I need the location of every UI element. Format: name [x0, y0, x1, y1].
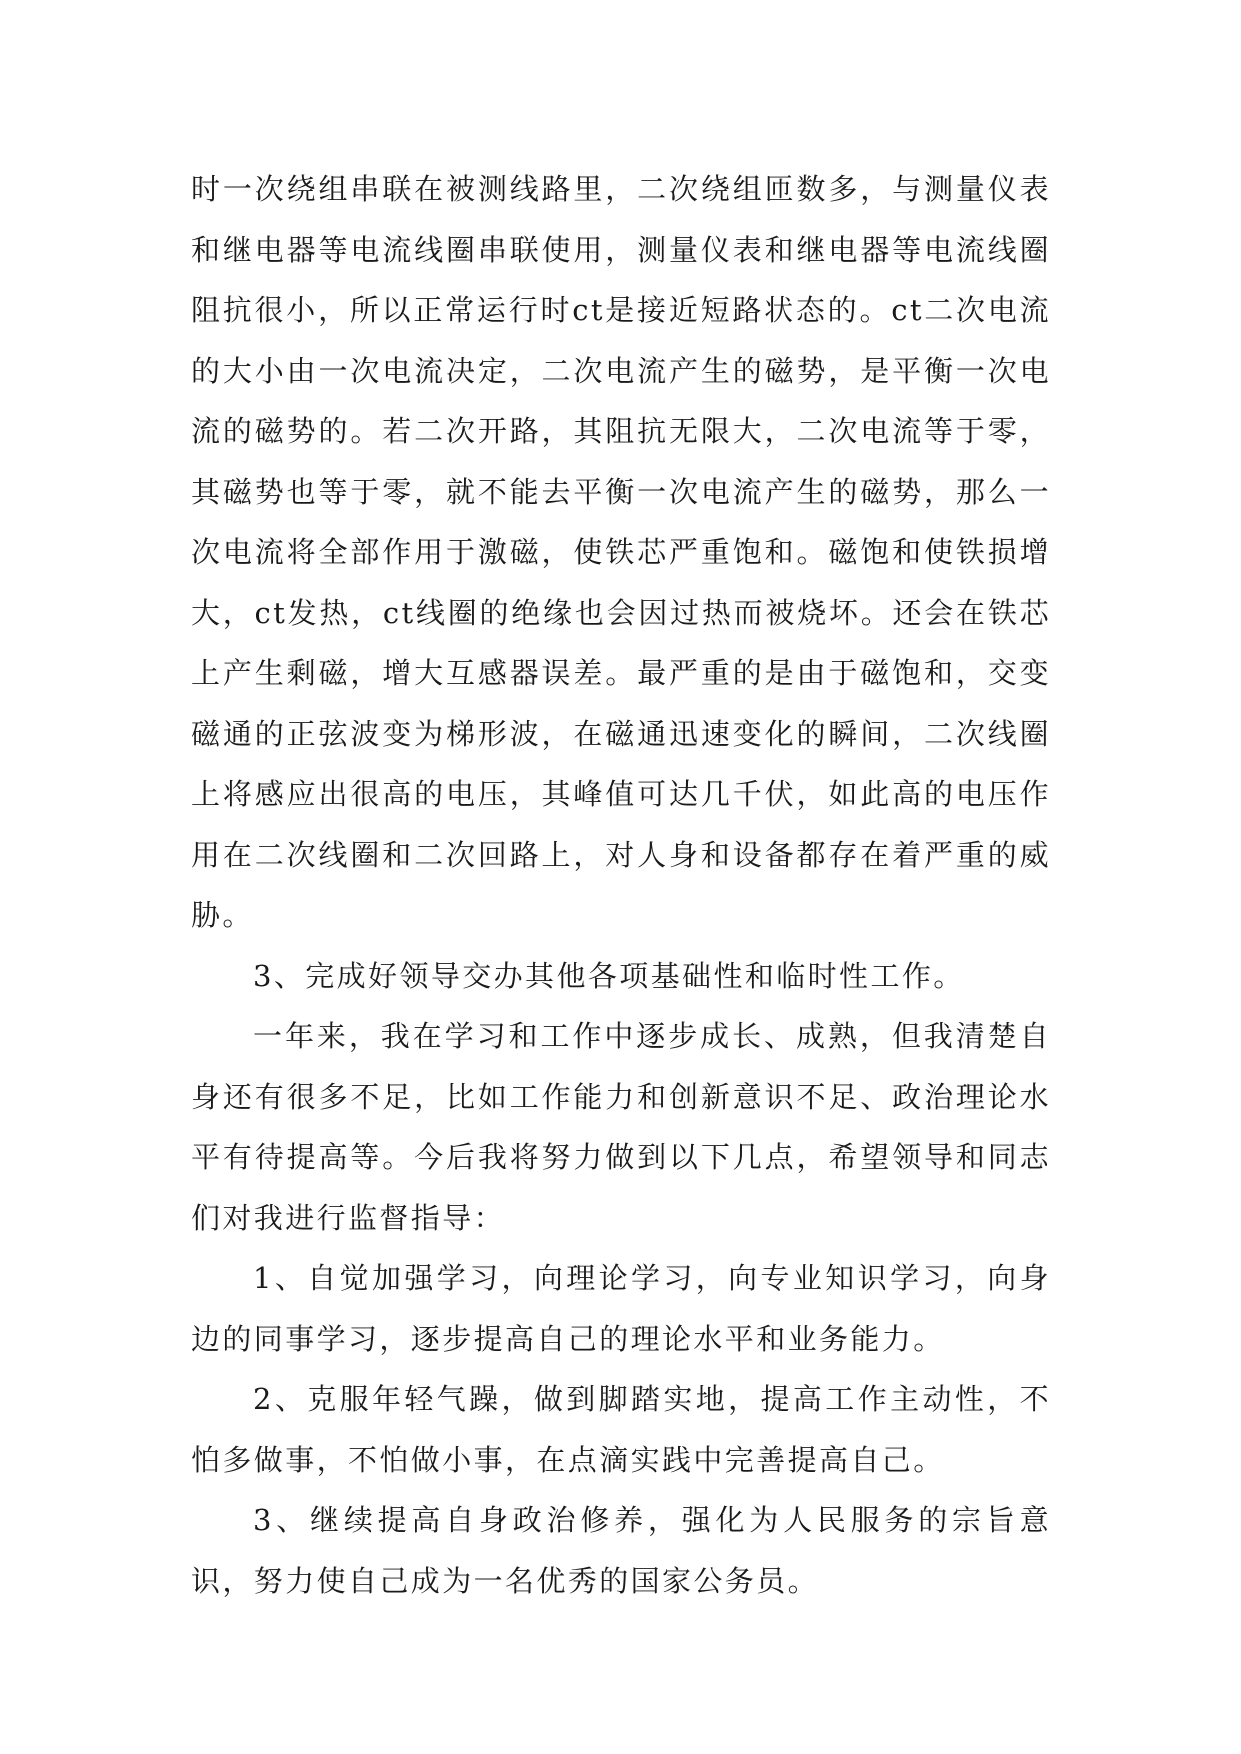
body-paragraph: 一年来，我在学习和工作中逐步成长、成熟，但我清楚自身还有很多不足，比如工作能力和创新意识不足、政治理论水平有待提高等。今后我将努力做到以下几点，希望领导和同志们对我进行监督指导：	[191, 1019, 1051, 1235]
document-body	[191, 159, 1051, 1611]
body-paragraph: 3、完成好领导交办其他各项基础性和临时性工作。	[253, 958, 965, 993]
list-item: 1、自觉加强学习，向理论学习，向专业知识学习，向身边的同事学习，逐步提高自己的理论水平和业务能力。	[191, 1261, 1051, 1356]
list-item: 2、克服年轻气躁，做到脚踏实地，提高工作主动性，不怕多做事，不怕做小事，在点滴实践中完善提高自己。	[191, 1382, 1051, 1477]
list-item: 3、继续提高自身政治修养，强化为人民服务的宗旨意识，努力使自己成为一名优秀的国家公务员。	[191, 1503, 1051, 1598]
body-paragraph: 时一次绕组串联在被测线路里，二次绕组匝数多，与测量仪表和继电器等电流线圈串联使用，测量仪表和继电器等电流线圈阻抗很小，所以正常运行时ct是接近短路状态的。ct二次电流的大小由一次电流决定，二次电流产生的磁势，是平衡一次电流的磁势的。若二次开路，其阻抗无限大，二次电流等于零，其磁势也等于零，就不能去平衡一次电流产生的磁势，那么一次电流将全部作用于激磁，使铁芯严重饱和。磁饱和使铁损增大，ct发热，ct线圈的绝缘也会因过热而被烧坏。还会在铁芯上产生剩磁，增大互感器误差。最严重的是由于磁饱和，交变磁通的正弦波变为梯形波，在磁通迅速变化的瞬间，二次线圈上将感应出很高的电压，其峰值可达几千伏，如此高的电压作用在二次线圈和二次回路上，对人身和设备都存在着严重的威胁。	[191, 172, 1051, 932]
